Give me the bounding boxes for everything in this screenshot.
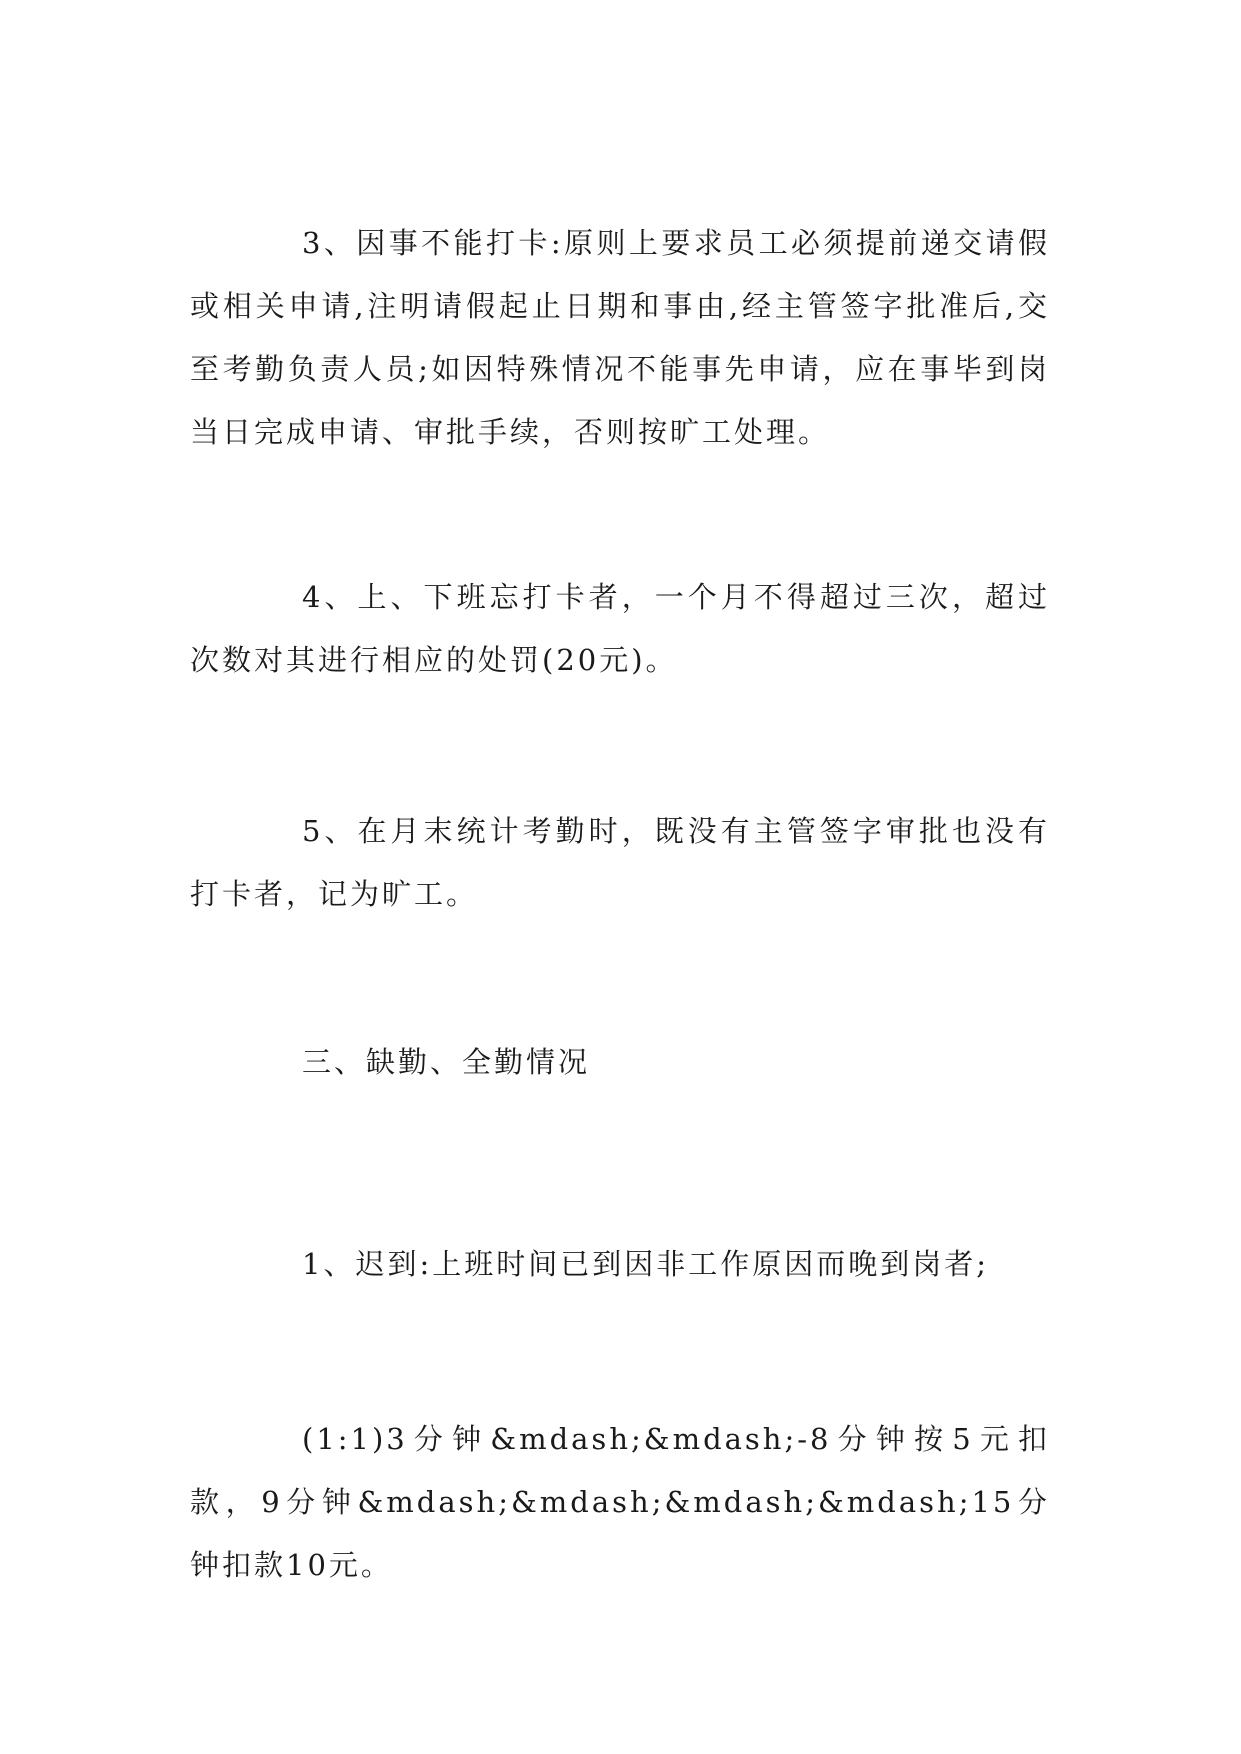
paragraph-rule-3: 3、因事不能打卡:原则上要求员工必须提前递交请假或相关申请,注明请假起止日期和事由,经主管签字批准后,交至考勤负责人员;如因特殊情况不能事先申请，应在事毕到岗当日完成申请、审批手续，否则按旷工处理。: [190, 226, 1050, 449]
section-heading: 三、缺勤、全勤情况: [302, 1045, 591, 1079]
paragraph-rule-4: 4、上、下班忘打卡者，一个月不得超过三次，超过次数对其进行相应的处罚(20元)。: [190, 580, 1050, 677]
paragraph-late-definition: 1、迟到:上班时间已到因非工作原因而晚到岗者;: [302, 1247, 989, 1281]
paragraph-late-penalty: (1:1)3分钟&mdash;&mdash;-8分钟按5元扣款，9分钟&mdash;&mdash;&mdash;&mdash;15分钟扣款10元。: [190, 1422, 1050, 1582]
paragraph-rule-5: 5、在月末统计考勤时，既没有主管签字审批也没有打卡者，记为旷工。: [190, 814, 1050, 911]
